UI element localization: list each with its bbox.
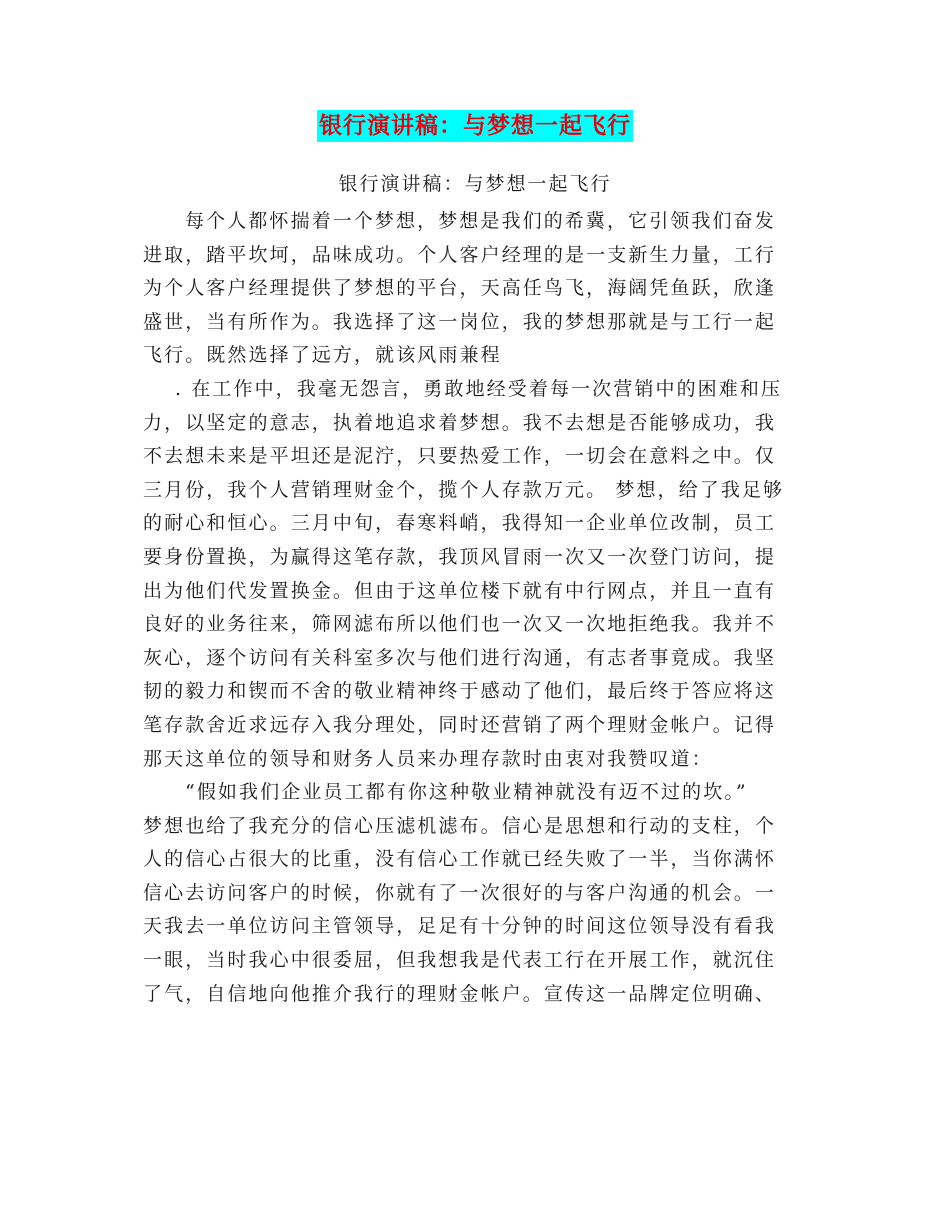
body-line: 要身份置换，为赢得这笔存款，我顶风冒雨一次又一次登门访问，提	[143, 545, 777, 568]
body-line: 飞行。既然选择了远方，就该风雨兼程	[143, 344, 502, 367]
document-body	[143, 205, 803, 1011]
document-subheading: 银行演讲稿：与梦想一起飞行	[338, 173, 612, 195]
body-line: 出为他们代发置换金。但由于这单位楼下就有中行网点，并且一直有	[143, 579, 777, 602]
body-line: 盛世，当有所作为。我选择了这一岗位，我的梦想那就是与工行一起	[143, 310, 777, 333]
body-line: 了气，自信地向他推介我行的理财金帐户。宣传这一品牌定位明确、	[143, 982, 777, 1005]
body-line: 天我去一单位访问主管领导，足足有十分钟的时间这位领导没有看我	[143, 915, 777, 938]
body-line: 每个人都怀揣着一个梦想，梦想是我们的希冀，它引领我们奋发	[185, 210, 776, 232]
body-line: 为个人客户经理提供了梦想的平台，天高任鸟飞，海阔凭鱼跃，欣逢	[143, 277, 777, 300]
body-line: 笔存款舍近求远存入我分理处，同时还营销了两个理财金帐户。记得	[143, 713, 777, 736]
body-line: 灰心，逐个访问有关科室多次与他们进行沟通，有志者事竟成。我坚	[143, 646, 777, 669]
body-line: 三月份，我个人营销理财金个，揽个人存款万元。 梦想，给了我足够	[143, 478, 785, 501]
body-line: 力，以坚定的意志，执着地追求着梦想。我不去想是否能够成功，我	[143, 411, 777, 434]
body-line: 信心去访问客户的时候，你就有了一次很好的与客户沟通的机会。一	[143, 881, 777, 904]
body-line: . 在工作中，我毫无怨言，勇敢地经受着每一次营销中的困难和压	[175, 377, 783, 400]
body-line: 一眼，当时我心中很委屈，但我想我是代表工行在开展工作，就沉住	[143, 949, 777, 972]
body-line: 韧的毅力和锲而不舍的敬业精神终于感动了他们，最后终于答应将这	[143, 680, 777, 703]
document-heading: 银行演讲稿：与梦想一起飞行	[317, 110, 633, 142]
body-line: 的耐心和恒心。三月中旬，春寒料峭，我得知一企业单位改制，员工	[143, 512, 777, 535]
body-line: 那天这单位的领导和财务人员来办理存款时由衷对我赞叹道：	[143, 747, 713, 770]
body-line: 良好的业务往来，筛网滤布所以他们也一次又一次地拒绝我。我并不	[143, 613, 777, 636]
body-line: 进取，踏平坎坷，品味成功。个人客户经理的是一支新生力量，工行	[143, 243, 777, 266]
body-line: 人的信心占很大的比重，没有信心工作就已经失败了一半，当你满怀	[143, 848, 777, 871]
body-line: 梦想也给了我充分的信心压滤机滤布。信心是思想和行动的支柱，个	[143, 814, 777, 837]
heading-wrapper	[0, 110, 950, 142]
body-line: “假如我们企业员工都有你这种敬业精神就没有迈不过的坎。”	[185, 781, 748, 804]
body-line: 不去想未来是平坦还是泥泞，只要热爱工作，一切会在意料之中。仅	[143, 445, 777, 468]
